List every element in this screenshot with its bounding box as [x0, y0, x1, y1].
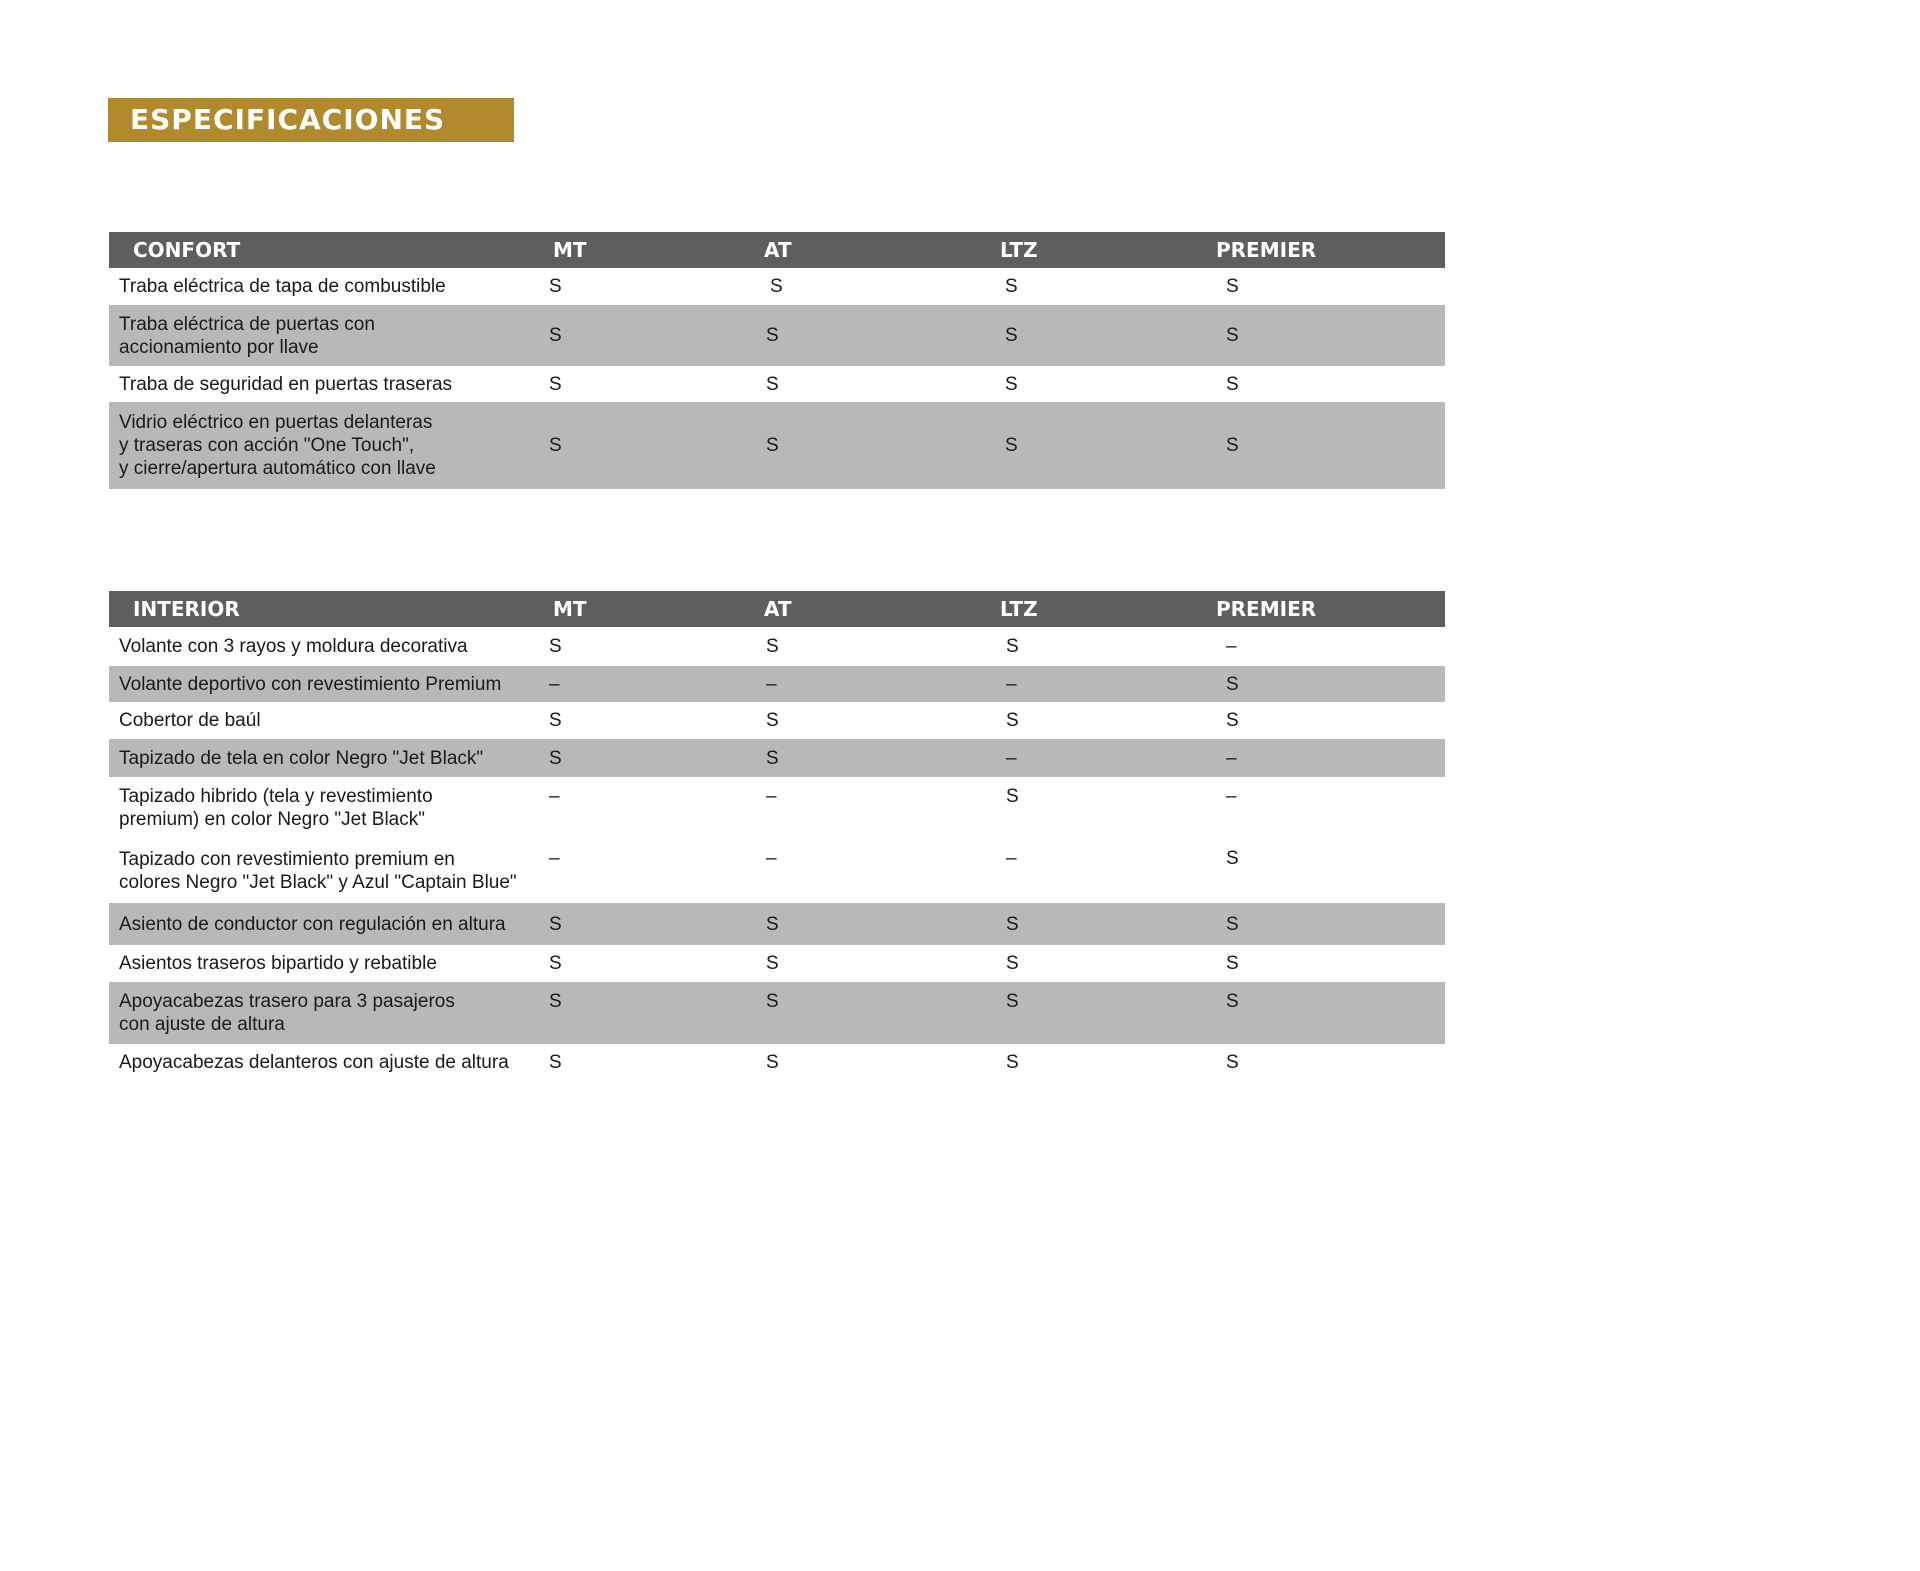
value-at: S	[744, 739, 980, 777]
table-row	[109, 666, 1445, 702]
value-ltz: –	[980, 666, 1216, 702]
value-mt: –	[533, 839, 744, 903]
value-at: S	[744, 366, 980, 402]
value-at: –	[744, 666, 980, 702]
value-ltz: S	[980, 777, 1216, 839]
column-header-premier: PREMIER	[1216, 591, 1445, 627]
value-mt: S	[533, 627, 744, 666]
feature-label: Vidrio eléctrico en puertas delanteras y traseras con acción "One Touch", y cierre/apertura automático con llave	[109, 402, 533, 489]
column-header-at: AT	[744, 591, 980, 627]
value-mt: S	[533, 945, 744, 982]
value-mt: S	[533, 366, 744, 402]
value-mt: S	[533, 305, 744, 366]
table-row	[109, 982, 1445, 1044]
value-premier: S	[1216, 1044, 1445, 1081]
table-header-row	[109, 232, 1445, 268]
value-premier: S	[1216, 903, 1445, 945]
value-ltz: S	[980, 402, 1216, 489]
feature-label: Apoyacabezas trasero para 3 pasajeros con ajuste de altura	[109, 982, 533, 1044]
section-heading: INTERIOR	[109, 591, 533, 627]
feature-label: Volante con 3 rayos y moldura decorativa	[109, 627, 533, 666]
value-premier: S	[1216, 666, 1445, 702]
value-mt: –	[533, 666, 744, 702]
table-row	[109, 402, 1445, 489]
value-ltz: S	[980, 945, 1216, 982]
feature-label: Tapizado de tela en color Negro "Jet Black"	[109, 739, 533, 777]
value-at: S	[744, 402, 980, 489]
feature-label: Traba de seguridad en puertas traseras	[109, 366, 533, 402]
feature-label: Tapizado con revestimiento premium en colores Negro "Jet Black" y Azul "Captain Blue"	[109, 839, 533, 903]
value-at: S	[744, 268, 980, 305]
value-ltz: S	[980, 366, 1216, 402]
column-header-ltz: LTZ	[980, 232, 1216, 268]
feature-label: Asiento de conductor con regulación en altura	[109, 903, 533, 945]
value-premier: –	[1216, 777, 1445, 839]
table-row	[109, 903, 1445, 945]
value-premier: S	[1216, 839, 1445, 903]
value-ltz: S	[980, 305, 1216, 366]
value-premier: S	[1216, 366, 1445, 402]
value-mt: S	[533, 982, 744, 1044]
value-premier: –	[1216, 739, 1445, 777]
table-row	[109, 777, 1445, 839]
value-at: S	[744, 702, 980, 739]
feature-label: Apoyacabezas delanteros con ajuste de altura	[109, 1044, 533, 1081]
column-header-mt: MT	[533, 232, 744, 268]
value-premier: S	[1216, 702, 1445, 739]
page-title: ESPECIFICACIONES	[108, 98, 514, 142]
value-mt: S	[533, 903, 744, 945]
value-premier: S	[1216, 305, 1445, 366]
value-ltz: S	[980, 627, 1216, 666]
feature-label: Volante deportivo con revestimiento Premium	[109, 666, 533, 702]
value-at: S	[744, 945, 980, 982]
value-mt: S	[533, 702, 744, 739]
value-at: S	[744, 627, 980, 666]
value-mt: S	[533, 268, 744, 305]
table-row	[109, 268, 1445, 305]
value-ltz: S	[980, 268, 1216, 305]
confort-spec-table	[109, 232, 1445, 489]
value-mt: S	[533, 739, 744, 777]
column-header-ltz: LTZ	[980, 591, 1216, 627]
value-premier: –	[1216, 627, 1445, 666]
feature-label: Traba eléctrica de puertas con accionamiento por llave	[109, 305, 533, 366]
feature-label: Traba eléctrica de tapa de combustible	[109, 268, 533, 305]
value-premier: S	[1216, 268, 1445, 305]
table-row	[109, 1044, 1445, 1081]
table-row	[109, 839, 1445, 903]
value-premier: S	[1216, 945, 1445, 982]
value-at: –	[744, 777, 980, 839]
value-ltz: –	[980, 839, 1216, 903]
value-ltz: –	[980, 739, 1216, 777]
feature-label: Tapizado hibrido (tela y revestimiento premium) en color Negro "Jet Black"	[109, 777, 533, 839]
value-mt: –	[533, 777, 744, 839]
table-row	[109, 366, 1445, 402]
value-ltz: S	[980, 982, 1216, 1044]
value-at: S	[744, 903, 980, 945]
value-ltz: S	[980, 1044, 1216, 1081]
value-ltz: S	[980, 702, 1216, 739]
column-header-mt: MT	[533, 591, 744, 627]
table-row	[109, 627, 1445, 666]
value-at: S	[744, 305, 980, 366]
table-row	[109, 945, 1445, 982]
value-at: –	[744, 839, 980, 903]
table-row	[109, 702, 1445, 739]
table-row	[109, 305, 1445, 366]
value-ltz: S	[980, 903, 1216, 945]
column-header-premier: PREMIER	[1216, 232, 1445, 268]
section-heading: CONFORT	[109, 232, 533, 268]
table-row	[109, 739, 1445, 777]
interior-spec-table	[109, 591, 1445, 1081]
table-header-row	[109, 591, 1445, 627]
value-at: S	[744, 1044, 980, 1081]
column-header-at: AT	[744, 232, 980, 268]
feature-label: Asientos traseros bipartido y rebatible	[109, 945, 533, 982]
value-premier: S	[1216, 982, 1445, 1044]
value-at: S	[744, 982, 980, 1044]
value-mt: S	[533, 402, 744, 489]
feature-label: Cobertor de baúl	[109, 702, 533, 739]
value-premier: S	[1216, 402, 1445, 489]
value-mt: S	[533, 1044, 744, 1081]
